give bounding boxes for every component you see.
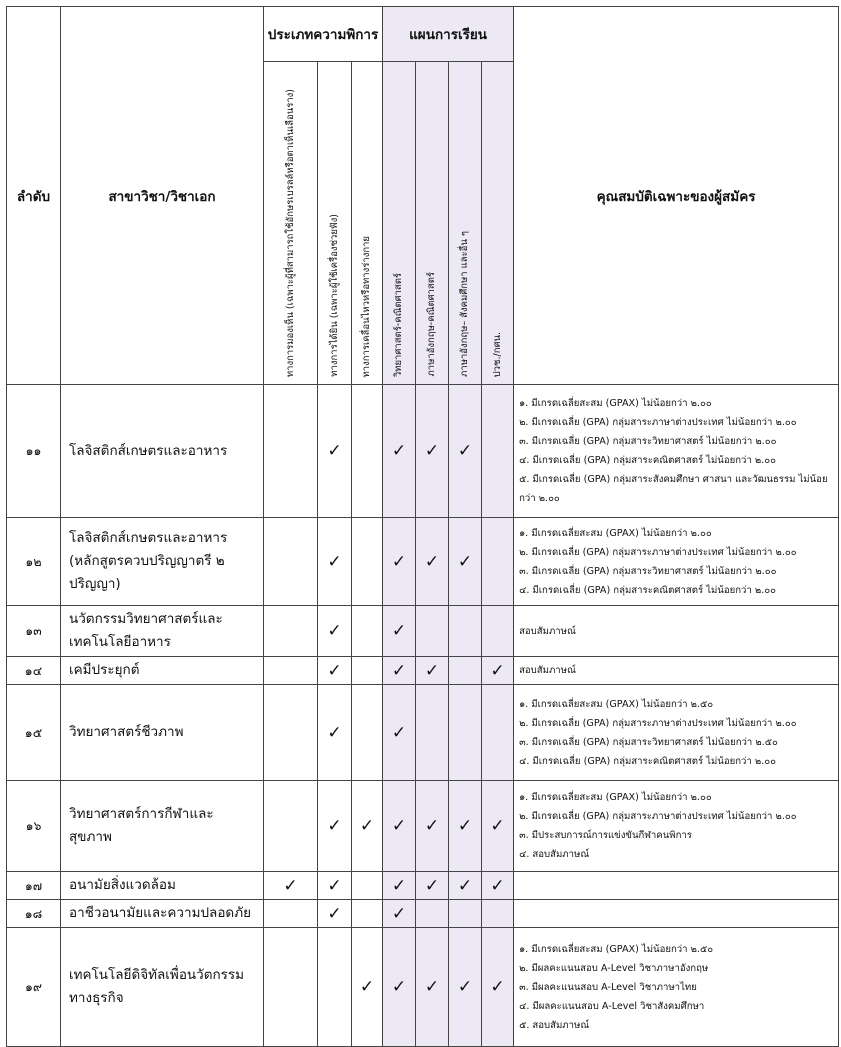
table-row [7,900,839,928]
plan-check-cell [449,781,482,872]
qualification-item: ๕. มีเกรดเฉลี่ย (GPA) กลุ่มสาระสังคมศึกษา ศาสนา และวัฒนธรรม ไม่น้อยกว่า ๒.๐๐ [519,474,828,504]
qualification-item: ๒. มีเกรดเฉลี่ย (GPA) กลุ่มสาระภาษาต่างประเทศ ไม่น้อยกว่า ๒.๐๐ [519,717,797,729]
plan-check-cell [482,685,514,781]
qualification-cell [514,872,839,900]
disability-check-cell [352,385,383,518]
plan-check-cell [383,900,416,928]
header-disability-hearing: ทางการได้ยิน (เฉพาะผู้ใช้เครื่องช่วยฟัง) [318,62,352,385]
check-mark-icon: ✓ [391,621,407,641]
check-mark-icon: ✓ [391,816,407,836]
major-name [61,657,264,685]
row-number: ๑๒ [7,518,61,606]
row-number: ๑๕ [7,685,61,781]
header-disability-visual: ทางการมองเห็น (เฉพาะผู้ที่สามารถใช้อักษรเบรลล์หรือตาเห็นเลือนราง) [264,62,318,385]
qualification-item: สอบสัมภาษณ์ [519,665,576,676]
plan-check-cell [416,781,449,872]
major-name-line: ทางธุรกิจ [69,990,124,1006]
plan-check-cell [416,928,449,1047]
table-body [7,385,839,1047]
check-mark-icon: ✓ [424,441,440,461]
disability-check-cell [352,928,383,1047]
check-mark-icon: ✓ [391,441,407,461]
plan-check-cell [383,872,416,900]
plan-check-cell [416,518,449,606]
disability-check-cell [264,518,318,606]
disability-check-cell [352,606,383,657]
check-mark-icon: ✓ [490,660,505,681]
disability-check-cell [352,900,383,928]
qualification-cell [514,518,839,606]
plan-check-cell [416,900,449,928]
qualification-item: ๔. สอบสัมภาษณ์ [519,849,590,860]
disability-check-cell [318,518,352,606]
plan-check-cell [416,685,449,781]
disability-check-cell [352,657,383,685]
plan-check-cell [383,385,416,518]
major-name [61,385,264,518]
plan-check-cell [449,606,482,657]
header-major: สาขาวิชา/วิชาเอก [61,7,264,385]
qualification-item: ๓. มีเกรดเฉลี่ย (GPA) กลุ่มสาระวิทยาศาสตร์ ไม่น้อยกว่า ๒.๐๐ [519,565,777,577]
plan-check-cell [482,518,514,606]
qualification-cell [514,657,839,685]
major-name-line: โลจิสติกส์เกษตรและอาหาร [69,442,228,459]
major-name [61,928,264,1047]
plan-check-cell [416,385,449,518]
table-row [7,781,839,872]
major-name [61,606,264,657]
check-mark-icon: ✓ [327,551,342,572]
header-plan-eng-social: ภาษาอังกฤษ– สังคมศึกษา และอื่น ๆ [449,62,482,385]
plan-check-cell [449,518,482,606]
plan-check-cell [482,928,514,1047]
row-number: ๑๓ [7,606,61,657]
major-name [61,900,264,928]
major-name [61,518,264,606]
disability-check-cell [352,518,383,606]
major-name-line: เคมีประยุกต์ [69,662,140,678]
plan-check-cell [383,781,416,872]
check-mark-icon: ✓ [327,816,342,836]
qualification-item: ๑. มีเกรดเฉลี่ยสะสม (GPAX) ไม่น้อยกว่า ๒.๐๐ [519,792,712,803]
plan-check-cell [482,872,514,900]
check-mark-icon: ✓ [457,875,473,896]
plan-check-cell [416,606,449,657]
header-study-plan-group: แผนการเรียน [383,7,514,62]
row-number: ๑๘ [7,900,61,928]
check-mark-icon: ✓ [391,875,407,896]
check-mark-icon: ✓ [327,722,342,743]
disability-check-cell [352,685,383,781]
plan-check-cell [449,657,482,685]
qualification-item: ๔. มีเกรดเฉลี่ย (GPA) กลุ่มสาระคณิตศาสตร์ ไม่น้อยกว่า ๒.๐๐ [519,755,776,767]
qualification-item: สอบสัมภาษณ์ [519,625,576,637]
qualification-item: ๔. มีเกรดเฉลี่ย (GPA) กลุ่มสาระคณิตศาสตร์ ไม่น้อยกว่า ๒.๐๐ [519,455,776,466]
major-name-line: (หลักสูตรควบปริญญาตรี ๒ [69,553,225,569]
qualification-cell [514,385,839,518]
plan-check-cell [383,606,416,657]
plan-check-cell [449,928,482,1047]
table-row [7,872,839,900]
plan-check-cell [383,518,416,606]
plan-check-cell [449,385,482,518]
qualification-item: ๒. มีผลคะแนนสอบ A-Level วิชาภาษาอังกฤษ [519,962,709,974]
disability-check-cell [318,685,352,781]
check-mark-icon: ✓ [424,816,440,836]
check-mark-icon: ✓ [327,875,342,896]
header-disability-physical: ทางการเคลื่อนไหวหรือทางร่างกาย [352,62,383,385]
qualification-cell [514,900,839,928]
major-name-line: ปริญญา) [69,576,121,592]
qualification-item: ๓. มีเกรดเฉลี่ย (GPA) กลุ่มสาระวิทยาศาสตร์ ไม่น้อยกว่า ๒.๕๐ [519,736,778,748]
disability-check-cell [264,685,318,781]
table-row [7,385,839,518]
disability-check-cell [318,781,352,872]
plan-check-cell [449,900,482,928]
qualification-item: ๓. มีประสบการณ์การแข่งขันกีฬาคนพิการ [519,830,692,841]
check-mark-icon: ✓ [391,551,407,572]
major-name-line: สุขภาพ [69,829,112,845]
plan-check-cell [449,685,482,781]
check-mark-icon: ✓ [490,816,505,836]
row-number: ๑๙ [7,928,61,1047]
major-name [61,685,264,781]
disability-check-cell [264,657,318,685]
disability-check-cell [352,872,383,900]
major-name-line: โลจิสติกส์เกษตรและอาหาร [69,530,228,546]
header-plan-sci-math: วิทยาศาสตร์-คณิตศาสตร์ [383,62,416,385]
plan-check-cell [482,781,514,872]
disability-check-cell [352,781,383,872]
header-disability-group: ประเภทความพิการ [264,7,383,62]
plan-check-cell [383,928,416,1047]
admission-table [6,6,839,1047]
disability-check-cell [318,928,352,1047]
disability-check-cell [264,781,318,872]
check-mark-icon: ✓ [391,722,407,743]
check-mark-icon: ✓ [457,441,473,461]
check-mark-icon: ✓ [327,441,342,461]
table-row [7,657,839,685]
table-row [7,518,839,606]
qualification-item: ๕. สอบสัมภาษณ์ [519,1019,590,1031]
check-mark-icon: ✓ [490,977,505,997]
check-mark-icon: ✓ [359,977,375,997]
disability-check-cell [318,606,352,657]
qualification-item: ๔. มีผลคะแนนสอบ A-Level วิชาสังคมศึกษา [519,1000,705,1012]
qualification-item: ๔. มีเกรดเฉลี่ย (GPA) กลุ่มสาระคณิตศาสตร์ ไม่น้อยกว่า ๒.๐๐ [519,584,776,596]
plan-check-cell [482,385,514,518]
plan-check-cell [416,872,449,900]
major-name-line: วิทยาศาสตร์การกีฬาและ [69,806,214,822]
qualification-item: ๒. มีเกรดเฉลี่ย (GPA) กลุ่มสาระภาษาต่างประเทศ ไม่น้อยกว่า ๒.๐๐ [519,546,797,558]
header-qualifications: คุณสมบัติเฉพาะของผู้สมัคร [514,7,839,385]
major-name [61,781,264,872]
check-mark-icon: ✓ [424,875,440,896]
row-number: ๑๗ [7,872,61,900]
table-row [7,928,839,1047]
table-row [7,685,839,781]
qualification-item: ๑. มีเกรดเฉลี่ยสะสม (GPAX) ไม่น้อยกว่า ๒.๕๐ [519,698,714,710]
row-number: ๑๑ [7,385,61,518]
plan-check-cell [449,872,482,900]
disability-check-cell [264,900,318,928]
disability-check-cell [318,385,352,518]
check-mark-icon: ✓ [283,875,298,896]
check-mark-icon: ✓ [359,816,375,836]
check-mark-icon: ✓ [391,977,407,997]
qualification-cell [514,928,839,1047]
qualification-item: ๑. มีเกรดเฉลี่ยสะสม (GPAX) ไม่น้อยกว่า ๒.๐๐ [519,398,712,409]
major-name-line: เทคโนโลยีดิจิทัลเพื่อนวัตกรรม [69,967,245,983]
header-order: ลำดับ [7,7,61,385]
qualification-item: ๒. มีเกรดเฉลี่ย (GPA) กลุ่มสาระภาษาต่างประเทศ ไม่น้อยกว่า ๒.๐๐ [519,811,797,822]
qualification-item: ๒. มีเกรดเฉลี่ย (GPA) กลุ่มสาระภาษาต่างประเทศ ไม่น้อยกว่า ๒.๐๐ [519,417,797,428]
major-name-line: อาชีวอนามัยและความปลอดภัย [69,905,251,921]
major-name-line: วิทยาศาสตร์ชีวภาพ [69,724,184,740]
plan-check-cell [383,685,416,781]
check-mark-icon: ✓ [327,903,342,924]
disability-check-cell [264,928,318,1047]
qualification-item: ๓. มีผลคะแนนสอบ A-Level วิชาภาษาไทย [519,981,697,993]
plan-check-cell [482,657,514,685]
row-number: ๑๖ [7,781,61,872]
qualification-item: ๑. มีเกรดเฉลี่ยสะสม (GPAX) ไม่น้อยกว่า ๒.๕๐ [519,943,714,955]
check-mark-icon: ✓ [457,816,473,836]
header-plan-eng-math: ภาษาอังกฤษ-คณิตศาสตร์ [416,62,449,385]
plan-check-cell [482,900,514,928]
table-row [7,606,839,657]
plan-check-cell [383,657,416,685]
qualification-item: ๑. มีเกรดเฉลี่ยสะสม (GPAX) ไม่น้อยกว่า ๒.๐๐ [519,527,712,539]
check-mark-icon: ✓ [424,551,440,572]
check-mark-icon: ✓ [327,660,342,681]
qualification-cell [514,781,839,872]
disability-check-cell [318,657,352,685]
row-number: ๑๔ [7,657,61,685]
plan-check-cell [416,657,449,685]
qualification-item: ๓. มีเกรดเฉลี่ย (GPA) กลุ่มสาระวิทยาศาสตร์ ไม่น้อยกว่า ๒.๐๐ [519,436,777,447]
disability-check-cell [318,872,352,900]
check-mark-icon: ✓ [424,660,440,681]
major-name-line: นวัตกรรมวิทยาศาสตร์และ [69,611,223,627]
qualification-cell [514,606,839,657]
major-name [61,872,264,900]
disability-check-cell [264,872,318,900]
check-mark-icon: ✓ [490,875,505,896]
disability-check-cell [264,606,318,657]
disability-check-cell [264,385,318,518]
header-plan-vocational: ปวช./กศน. [482,62,514,385]
check-mark-icon: ✓ [391,660,407,681]
qualification-cell [514,685,839,781]
major-name-line: เทคโนโลยีอาหาร [69,634,171,650]
check-mark-icon: ✓ [457,551,473,572]
check-mark-icon: ✓ [424,977,440,997]
check-mark-icon: ✓ [391,903,407,924]
check-mark-icon: ✓ [327,621,342,641]
plan-check-cell [482,606,514,657]
check-mark-icon: ✓ [457,977,473,997]
major-name-line: อนามัยสิ่งแวดล้อม [69,877,176,893]
disability-check-cell [318,900,352,928]
